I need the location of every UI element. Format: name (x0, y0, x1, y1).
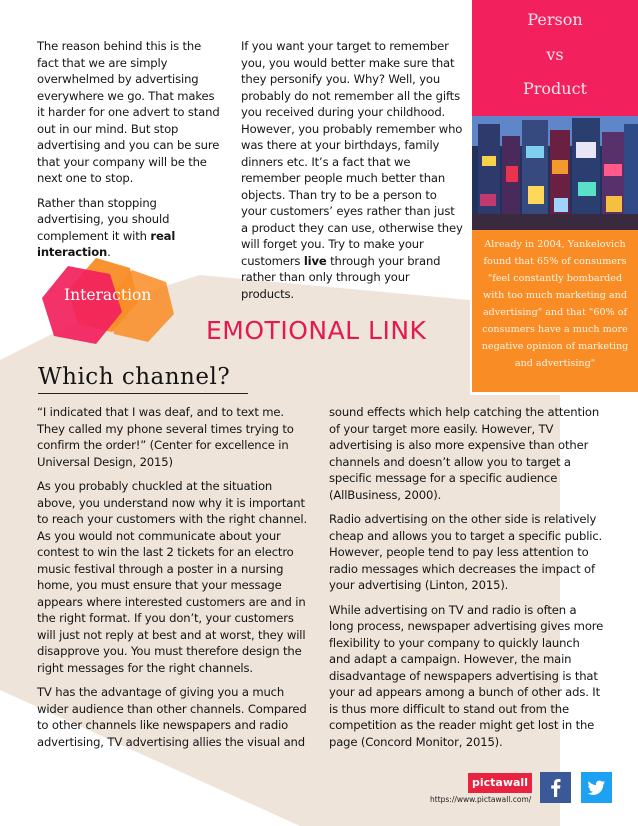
bottom-left-paragraph-3: TV has the advantage of giving you a much wider audience than other channels. Compared to other channels like newspapers and radio advertising, TV advertising allies the visual and (37, 685, 307, 749)
top-middle-paragraph-1 (241, 38, 463, 302)
bottom-right-paragraph-3: While advertising on TV and radio is often a long process, newspaper advertising gives more flexibility to your company to quickly launch and adapt a campaign. However, the main disadvantage of newspapers advertising is that your ad appears among a bunch of other ads. It is thus more difficult to stand out from the competition as the reader might get lost in the page (Concord Monitor, 2015). (329, 602, 604, 749)
text-span: . (107, 245, 111, 259)
text-span: Rather than stopping advertising, you should complement it with (37, 195, 170, 243)
statistic-quote: Already in 2004, Yankelovich found that 65% of consumers "feel constantly bombarded with too much marketing and advertising" and that "60% of consumers have a much more negative opinion of marketing and advertising" (481, 239, 629, 369)
top-left-paragraph-1: The reason behind this is the fact that we are simply overwhelmed by advertising everywhere we go. That makes it harder for one advert to stand out in our mind. But stop advertising and you can be sure that your company will be the next one to stop. (37, 39, 220, 185)
bottom-left-paragraph-2: As you probably chuckled at the situation above, you understand now why it is important to reach your customers with the right channel. As you would not communicate about your contest to win the last 2 tickets for an electro music festival through a poster in a nursing home, you must ensure that your message appears where interested customers are and in the right format. If you don’t, your customers will just not reply at best and at worst, they will disapprove you. You must therefore design the right messages for the right channels. (37, 479, 307, 675)
bottom-left-column (37, 404, 309, 758)
twitter-button[interactable] (581, 772, 612, 803)
which-channel-heading: Which channel? (38, 364, 231, 390)
top-left-column (37, 38, 225, 269)
bold-text: real interaction (37, 228, 176, 259)
bottom-right-column (329, 404, 604, 758)
statistic-quote-box (472, 230, 638, 392)
facebook-button[interactable] (540, 772, 571, 803)
top-left-paragraph-2 (37, 195, 225, 261)
interaction-label: Interaction (64, 286, 152, 304)
top-middle-column (241, 38, 463, 310)
bottom-left-paragraph-1: “I indicated that I was deaf, and to text me. They called my phone several times trying to confirm the order!” (Center for excellence in Universal Design, 2015) (37, 405, 294, 469)
city-illustration (472, 116, 638, 230)
person-vs-product-box (472, 0, 638, 116)
bold-text: live (303, 253, 327, 268)
vs-heading: vs (546, 45, 564, 64)
website-url[interactable]: https://www.pictawall.com/ (430, 795, 532, 804)
product-heading: Product (523, 79, 587, 98)
facebook-icon (540, 772, 571, 803)
city-image (472, 116, 638, 230)
pictawall-logo[interactable]: pictawall (468, 773, 532, 793)
emotional-link-heading: EMOTIONAL LINK (206, 316, 427, 345)
person-heading: Person (527, 10, 583, 29)
bottom-right-paragraph-1: sound effects which help catching the attention of your target more easily. However, TV advertising is also more expensive than other channels and doesn’t allow you to target a specific message for a specific audience (AllBusiness, 2000). (329, 405, 600, 502)
bottom-right-paragraph-2: Radio advertising on the other side is relatively cheap and allows you to target a specific public. However, people tend to pay less attention to radio messages which decreases the impact of your advertising (Linton, 2015). (329, 512, 603, 592)
heading-underline (38, 393, 248, 394)
text-span: If you want your target to remember you, you would better make sure that they personify you. Why? Well, you probably do not remember all the gifts you received during your childhood. However, you probably remember who was there at your birthdays, family dinners etc. It’s a fact that we remember people much better than objects. Than try to be a person to your customers’ eyes rather than just a product they can use, otherwise they will forget you. Try to make your customers (241, 39, 463, 268)
text-span: through your brand rather than only through your products. (241, 253, 441, 301)
twitter-icon (581, 772, 612, 803)
